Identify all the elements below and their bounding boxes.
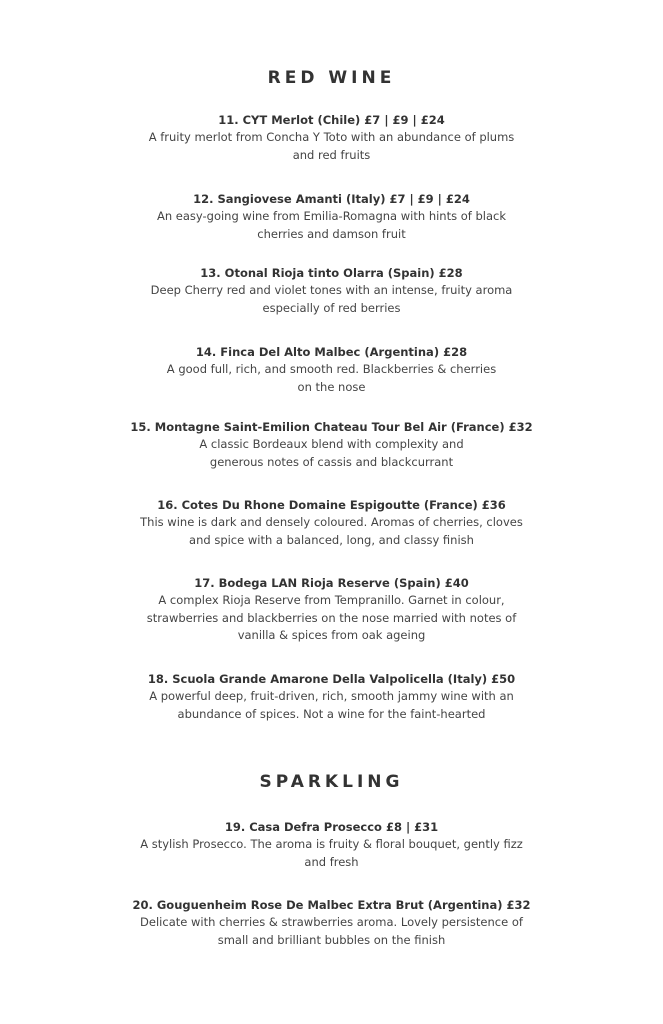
wine-name: 20. Gouguenheim Rose De Malbec Extra Brut (Argentina) £32 (132, 898, 531, 912)
wine-item-11 (110, 112, 553, 164)
wine-name: 13. Otonal Rioja tinto Olarra (Spain) £28 (200, 266, 463, 280)
wine-item-20 (110, 897, 553, 949)
wine-description: A complex Rioja Reserve from Tempranillo. Garnet in colour, strawberries and blackberries on the nose married with notes of vanilla & spices from oak ageing (146, 593, 517, 642)
wine-description: A good full, rich, and smooth red. Blackberries & cherries on the nose (166, 362, 497, 394)
wine-name: 19. Casa Defra Prosecco £8 | £31 (224, 820, 439, 834)
wine-item-14 (110, 344, 553, 396)
wine-name: 16. Cotes Du Rhone Domaine Espigoutte (France) £36 (157, 498, 506, 512)
wine-item-18 (110, 671, 553, 723)
red-wine-heading: RED WINE (267, 68, 396, 88)
wine-description: An easy-going wine from Emilia-Romagna with hints of black cherries and damson fruit (156, 209, 507, 241)
wine-item-12 (110, 191, 553, 243)
wine-description: A fruity merlot from Concha Y Toto with an abundance of plums and red fruits (148, 130, 515, 162)
wine-name: 11. CYT Merlot (Chile) £7 | £9 | £24 (218, 113, 445, 127)
wine-item-15 (110, 419, 553, 471)
wine-name: 17. Bodega LAN Rioja Reserve (Spain) £40 (194, 576, 469, 590)
wine-description: A classic Bordeaux blend with complexity and generous notes of cassis and blackcurrant (199, 437, 464, 469)
wine-description: Deep Cherry red and violet tones with an intense, fruity aroma especially of red berries (150, 283, 513, 315)
sparkling-heading: SPARKLING (259, 772, 404, 792)
wine-name: 14. Finca Del Alto Malbec (Argentina) £28 (195, 345, 468, 359)
wine-description: This wine is dark and densely coloured. Aromas of cherries, cloves and spice with a balanced, long, and classy finish (140, 515, 523, 547)
wine-description: A powerful deep, fruit-driven, rich, smooth jammy wine with an abundance of spices. Not a wine for the faint-hearted (149, 689, 514, 721)
wine-name: 15. Montagne Saint-Emilion Chateau Tour Bel Air (France) £32 (130, 420, 533, 434)
wine-name: 12. Sangiovese Amanti (Italy) £7 | £9 | £24 (193, 192, 470, 206)
wine-item-16 (110, 497, 553, 549)
wine-item-19 (110, 819, 553, 871)
wine-item-13 (110, 265, 553, 317)
wine-description: A stylish Prosecco. The aroma is fruity & floral bouquet, gently fizz and fresh (140, 837, 523, 869)
wine-description: Delicate with cherries & strawberries aroma. Lovely persistence of small and brilliant bubbles on the finish (140, 915, 523, 947)
wine-item-17 (110, 575, 553, 645)
wine-name: 18. Scuola Grande Amarone Della Valpolicella (Italy) £50 (147, 672, 516, 686)
